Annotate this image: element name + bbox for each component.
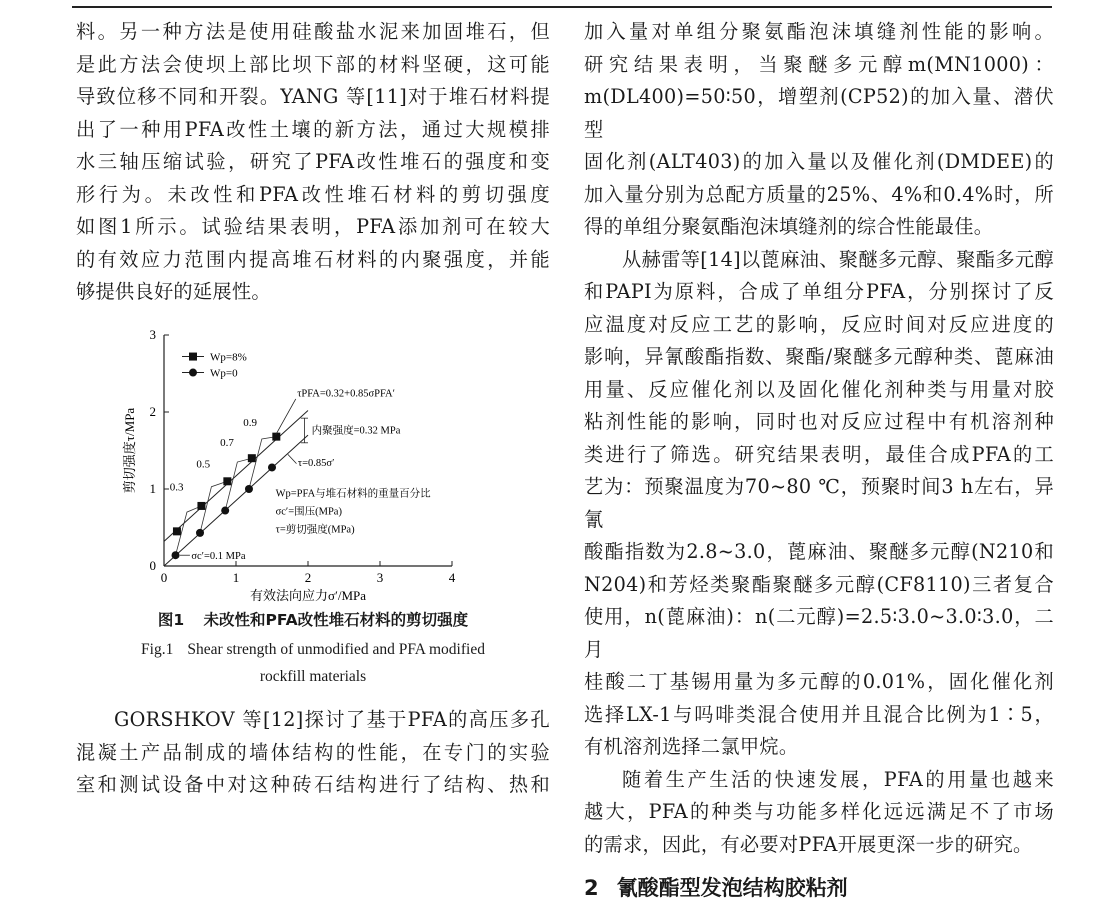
text-line: 够提供良好的延展性。 [76, 280, 271, 303]
text-line: 和PAPI为原料，合成了单组分PFA，分别探讨了反 [584, 280, 1054, 303]
fit-label-leader [276, 399, 296, 435]
section-title: 氰酸酯型发泡结构胶粘剂 [616, 876, 848, 900]
data-point-square [173, 527, 181, 535]
fit-label: τ=0.85σ′ [297, 457, 335, 469]
figure-title-en-line2: rockfill materials [259, 668, 367, 685]
text-line: 用量、反应催化剂以及固化催化剂种类与用量对胶 [584, 377, 1054, 401]
fit-line [164, 435, 308, 566]
text-line: 从赫雷等[14]以蓖麻油、聚醚多元醇、聚酯多元醇 [622, 247, 1054, 271]
text-line: 越大，PFA的种类与功能多样化远远满足不了市场 [584, 800, 1054, 823]
text-line: 如图1所示。试验结果表明，PFA添加剂可在较大 [76, 215, 550, 238]
left-column-continued [76, 704, 550, 802]
section-number: 2 [584, 876, 599, 900]
text-line: 使用，n(蓖麻油)：n(二元醇)=2.5∶3.0~3.0∶3.0，二月 [584, 605, 1054, 661]
text-line: 酸酯指数为2.8~3.0，蓖麻油、聚醚多元醇(N210和 [584, 540, 1054, 563]
y-tick-label: 2 [149, 404, 156, 419]
data-point-circle [268, 463, 276, 471]
text-line: 有机溶剂选择二氯甲烷。 [584, 735, 799, 758]
y-tick-label: 3 [149, 327, 156, 342]
data-point-circle [245, 485, 253, 493]
text-line: 类进行了筛选。研究结果表明，最佳合成PFA的工 [584, 442, 1054, 466]
text-line: 随着生产生活的快速发展，PFA的用量也越来 [622, 767, 1054, 791]
x-axis-label: 有效法向应力σ′/MPa [249, 588, 367, 603]
figure-caption-en [76, 636, 550, 690]
confining-pressure-label: 0.5 [196, 458, 211, 471]
text-line: 混凝土产品制成的墙体结构的性能，在专门的实验 [76, 740, 550, 764]
legend-circle-marker [189, 369, 197, 377]
text-line: 桂酸二丁基锡用量为多元醇的0.01%，固化催化剂 [584, 670, 1054, 693]
y-tick-label: 1 [149, 481, 156, 496]
legend-label: Wp=8% [210, 351, 247, 364]
y-axis-label: 剪切强度τ/MPa [122, 407, 137, 494]
data-point-circle [221, 507, 229, 515]
text-line: 的需求，因此，有必要对PFA开展更深一步的研究。 [584, 832, 1033, 856]
text-line: 选择LX-1与吗啡类混合使用并且混合比例为1∶5， [584, 702, 1054, 726]
fit-label: τPFA=0.32+0.85σPFA′ [297, 388, 395, 400]
legend-note: τ=剪切强度(MPa) [275, 524, 355, 536]
text-line: N204)和芳烃类聚酯聚醚多元醇(CF8110)三者复合 [584, 572, 1054, 596]
fit-line [164, 410, 308, 541]
figure-title-zh: 未改性和PFA改性堆石材料的剪切强度 [203, 611, 469, 629]
legend-note: Wp=PFA与堆石材料的重量百分比 [275, 488, 431, 500]
text-line: 加入量分别为总配方质量的25%、4%和0.4%时，所 [584, 182, 1054, 206]
text-line: 固化剂(ALT403)的加入量以及催化剂(DMDEE)的 [584, 150, 1054, 173]
text-line: 粘剂性能的影响，同时也对反应过程中有机溶剂种 [584, 410, 1054, 433]
right-column [584, 16, 1054, 905]
data-point-circle [196, 529, 204, 537]
text-line: 研究结果表明，当聚醚多元醇m(MN1000)： [584, 52, 1054, 76]
text-line: 是此方法会使坝上部比坝下部的材料坚硬，这可能 [76, 52, 550, 76]
text-line: 的有效应力范围内提高堆石材料的内聚强度，并能 [76, 247, 550, 271]
cohesion-annotation: 内聚强度=0.32 MPa [311, 425, 401, 437]
left-column [76, 16, 550, 309]
text-line: 应温度对反应工艺的影响，反应时间对反应进度的 [584, 312, 1054, 336]
shear-strength-chart [76, 318, 550, 604]
x-tick-label: 3 [376, 570, 384, 585]
section-heading [584, 871, 1054, 905]
legend-note: σc′=围压(MPa) [275, 506, 342, 518]
x-tick-label: 4 [448, 570, 456, 585]
x-tick-label: 0 [160, 570, 168, 585]
figure-title-en-line1: Shear strength of unmodified and PFA modified [187, 641, 485, 658]
data-point-square [248, 454, 256, 462]
text-line: 料。另一种方法是使用硅酸盐水泥来加固堆石，但 [76, 20, 550, 43]
figure-number-en: Fig.1 [141, 641, 174, 658]
data-point-square [197, 502, 205, 510]
data-point-circle [172, 551, 180, 559]
text-line: 得的单组分聚氨酯泡沫填缝剂的综合性能最佳。 [584, 215, 994, 238]
figure-caption-zh [76, 608, 550, 630]
confining-pressure-label: 0.9 [243, 416, 257, 429]
text-line: 室和测试设备中对这种砖石结构进行了结构、热和 [76, 773, 550, 796]
text-line: 水三轴压缩试验，研究了PFA改性堆石的强度和变 [76, 150, 550, 173]
legend-label: Wp=0 [210, 367, 238, 380]
text-line: 导致位移不同和开裂。YANG 等[11]对于堆石材料提 [76, 85, 550, 108]
confining-annotation: σc′=0.1 MPa [191, 551, 246, 563]
x-tick-label: 2 [304, 570, 312, 585]
text-line: 艺为：预聚温度为70~80 ℃，预聚时间3 h左右，异氰 [584, 475, 1054, 531]
text-line: 影响，异氰酸酯指数、聚酯/聚醚多元醇种类、蓖麻油 [584, 345, 1054, 368]
stress-path [249, 437, 276, 489]
text-line: 出了一种用PFA改性土壤的新方法，通过大规模排 [76, 117, 550, 141]
data-point-square [223, 477, 231, 485]
top-rule [72, 6, 1052, 8]
figure-number-zh: 图1 [157, 611, 185, 629]
figure-1 [76, 318, 550, 694]
legend-square-marker [189, 353, 197, 361]
y-tick-label: 0 [149, 558, 156, 573]
confining-pressure-label: 0.7 [220, 436, 234, 449]
fit-label-leader [288, 454, 297, 463]
text-line: 加入量对单组分聚氨酯泡沫填缝剂性能的影响。 [584, 20, 1054, 43]
text-line: GORSHKOV 等[12]探讨了基于PFA的高压多孔 [114, 708, 550, 731]
confining-pressure-label: 0.3 [169, 481, 184, 494]
text-line: m(DL400)=50∶50，增塑剂(CP52)的加入量、潜伏型 [584, 85, 1054, 141]
text-line: 形行为。未改性和PFA改性堆石材料的剪切强度 [76, 182, 550, 206]
x-tick-label: 1 [232, 570, 240, 585]
